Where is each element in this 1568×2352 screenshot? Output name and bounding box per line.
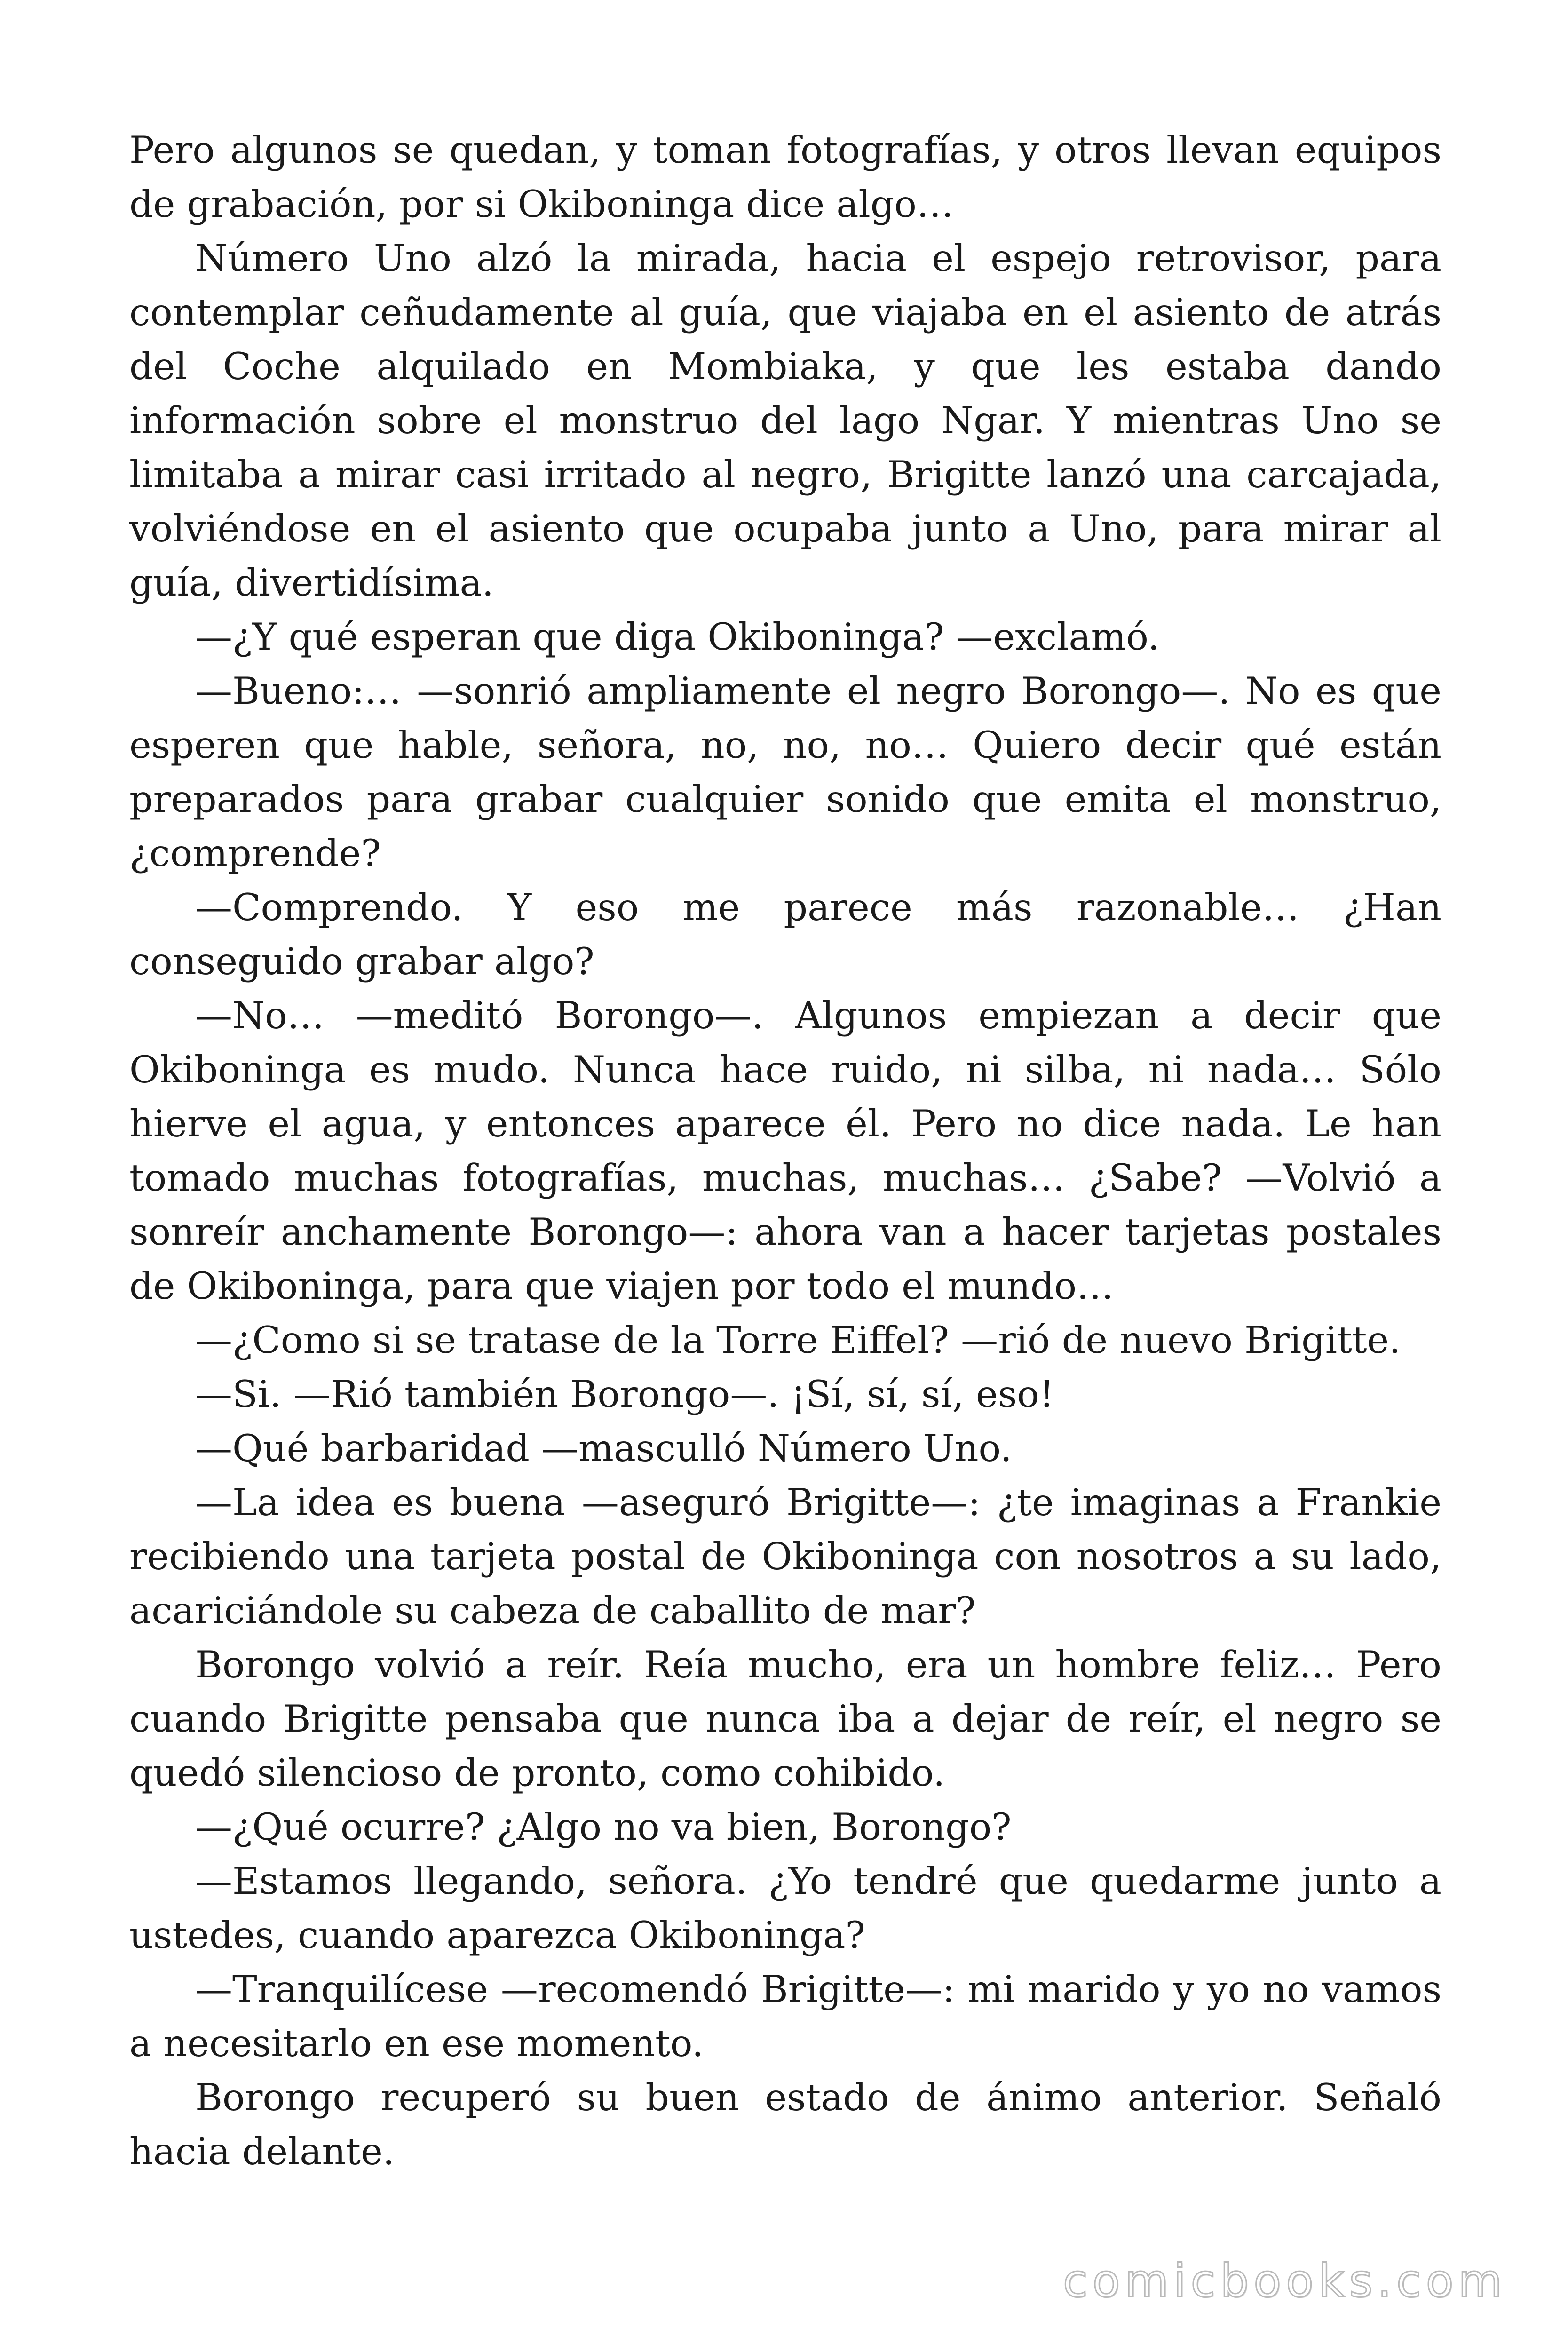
paragraph: —No… —meditó Borongo—. Algunos empiezan a decir que Okiboninga es mudo. Nunca hace ruido, ni silba, ni nada… Sólo hierve el agua, y entonces aparece él. Pero no dice nada. Le han tomado muchas fotografías, muchas, muchas… ¿Sabe? —Volvió a sonreír anchamente Borongo—: ahora van a hacer tarjetas postales de Okiboninga, para que viajen por todo el mundo… <box>129 994 1441 1308</box>
paragraph: —Comprendo. Y eso me parece más razonable… ¿Han conseguido grabar algo? <box>129 886 1441 983</box>
site-watermark: comicbooks.com <box>1062 2255 1507 2307</box>
paragraph: Número Uno alzó la mirada, hacia el espejo retrovisor, para contemplar ceñudamente al guía, que viajaba en el asiento de atrás del Coche alquilado en Mombiaka, y que les estaba dando información sobre el monstruo del lago Ngar. Y mientras Uno se limitaba a mirar casi irritado al negro, Brigitte lanzó una carcajada, volviéndose en el asiento que ocupaba junto a Uno, para mirar al guía, divertidísima. <box>129 237 1441 604</box>
paragraph: —Qué barbaridad —masculló Número Uno. <box>195 1427 1012 1470</box>
paragraph: Borongo recuperó su buen estado de ánimo anterior. Señaló hacia delante. <box>129 2076 1441 2173</box>
paragraph: —¿Como si se tratase de la Torre Eiffel? —rió de nuevo Brigitte. <box>195 1319 1401 1362</box>
paragraph: Borongo volvió a reír. Reía mucho, era un hombre feliz… Pero cuando Brigitte pensaba que nunca iba a dejar de reír, el negro se quedó silencioso de pronto, como cohibido. <box>129 1643 1441 1795</box>
paragraph: Pero algunos se quedan, y toman fotografías, y otros llevan equipos de grabación, por si Okiboninga dice algo… <box>129 128 1441 226</box>
paragraph: —¿Qué ocurre? ¿Algo no va bien, Borongo? <box>195 1805 1012 1849</box>
paragraph: —Si. —Rió también Borongo—. ¡Sí, sí, sí, eso! <box>195 1373 1054 1416</box>
page-body <box>129 123 1441 2179</box>
paragraph: —¿Y qué esperan que diga Okiboninga? —exclamó. <box>195 615 1160 659</box>
paragraph: —La idea es buena —aseguró Brigitte—: ¿te imaginas a Frankie recibiendo una tarjeta postal de Okiboninga con nosotros a su lado, acariciándole su cabeza de caballito de mar? <box>129 1481 1441 1632</box>
paragraph: —Bueno:… —sonrió ampliamente el negro Borongo—. No es que esperen que hable, señora, no, no, no… Quiero decir qué están preparados para grabar cualquier sonido que emita el monstruo, ¿comprende? <box>129 669 1441 875</box>
paragraph: —Estamos llegando, señora. ¿Yo tendré que quedarme junto a ustedes, cuando aparezca Okiboninga? <box>129 1859 1441 1957</box>
paragraph: —Tranquilícese —recomendó Brigitte—: mi marido y yo no vamos a necesitarlo en ese momento. <box>129 1968 1441 2065</box>
